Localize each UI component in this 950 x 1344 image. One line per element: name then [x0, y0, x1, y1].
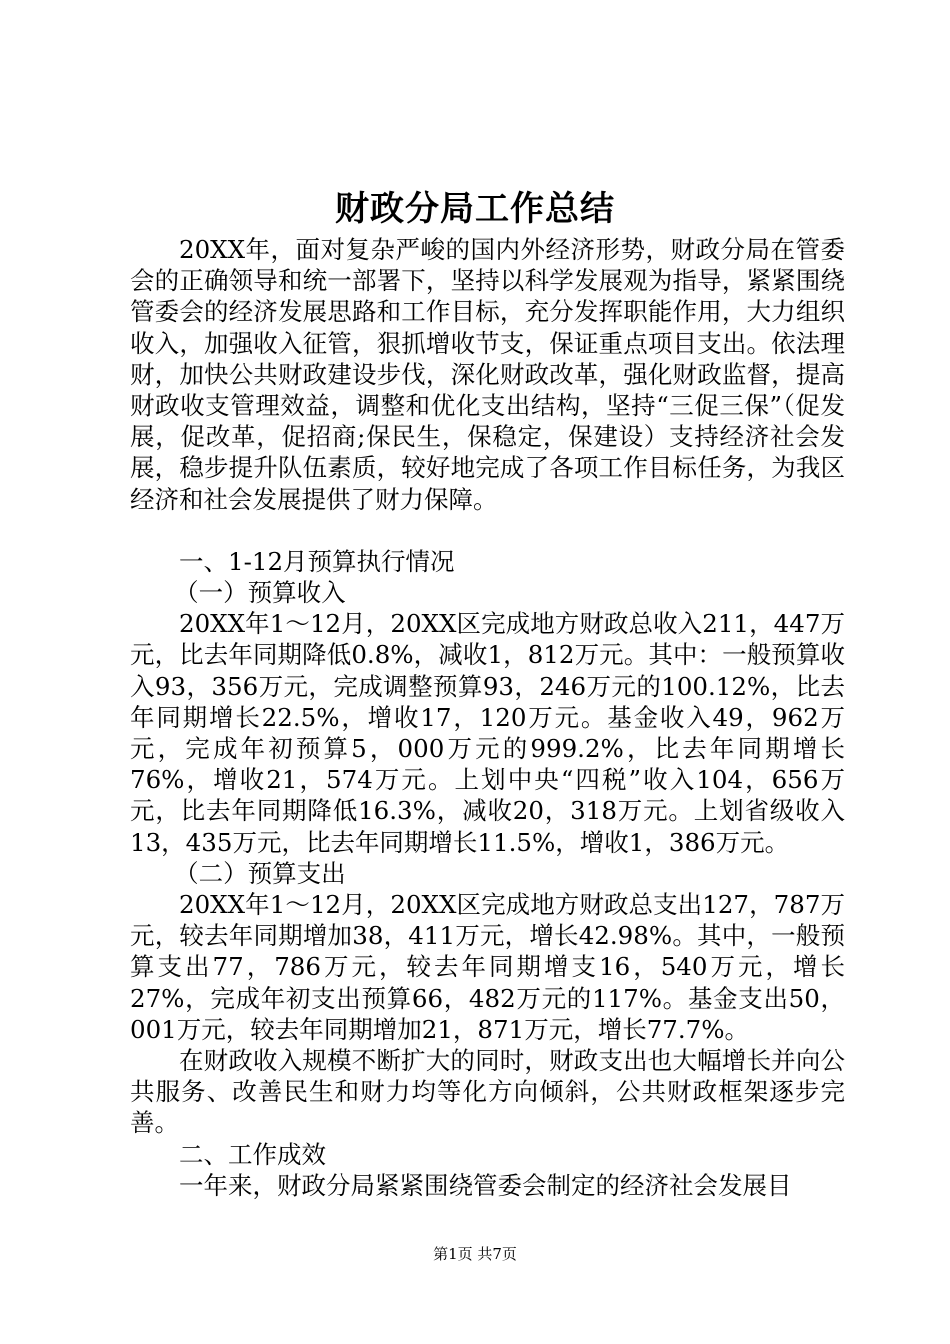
paragraph-income: 20XX年1～12月，20XX区完成地方财政总收入211，447万元，比去年同期降低0.8%，减收1，812万元。其中：一般预算收入93，356万元，完成调整预算93，246万元的100.12%，比去年同期增长22.5%，增收17，120万元。基金收入49，962万元，完成年初预算5，000万元的999.2%，比去年同期增长76%，增收21，574万元。上划中央“四税”收入104，656万元，比去年同期降低16.3%，减收20，318万元。上划省级收入13，435万元，比去年同期增长11.5%，增收1，386万元。	[130, 609, 845, 857]
subsection-heading-expenditure: （二）预算支出	[174, 858, 346, 888]
paragraph-expenditure: 20XX年1～12月，20XX区完成地方财政总支出127，787万元，较去年同期增加38，411万元，增长42.98%。其中，一般预算支出77，786万元，较去年同期增支16，540万元，增长27%，完成年初支出预算66，482万元的117%。基金支出50，001万元，较去年同期增加21，871万元，增长77.7%。	[130, 890, 845, 1044]
section-heading-2: 二、工作成效	[179, 1139, 326, 1169]
document-body	[130, 234, 845, 1201]
page-title: 财政分局工作总结	[335, 189, 615, 229]
subsection-heading-income: （一）预算收入	[174, 578, 346, 608]
paragraph-intro: 20XX年，面对复杂严峻的国内外经济形势，财政分局在管委会的正确领导和统一部署下，坚持以科学发展观为指导，紧紧围绕管委会的经济发展思路和工作目标，充分发挥职能作用，大力组织收入，加强收入征管，狠抓增收节支，保证重点项目支出。依法理财，加快公共财政建设步伐，深化财政改革，强化财政监督，提高财政收支管理效益，调整和优化支出结构，坚持“三促三保”（促发展，促改革，促招商;保民生，保稳定，保建设）支持经济社会发展，稳步提升队伍素质，较好地完成了各项工作目标任务，为我区经济和社会发展提供了财力保障。	[130, 235, 845, 514]
page-number: 第1页 共7页	[433, 1245, 517, 1263]
paragraph-summary: 在财政收入规模不断扩大的同时，财政支出也大幅增长并向公共服务、改善民生和财力均等化方向倾斜，公共财政框架逐步完善。	[130, 1046, 845, 1138]
paragraph-achievements: 一年来，财政分局紧紧围绕管委会制定的经济社会发展目	[179, 1170, 792, 1200]
section-heading-1: 一、1-12月预算执行情况	[179, 546, 455, 576]
